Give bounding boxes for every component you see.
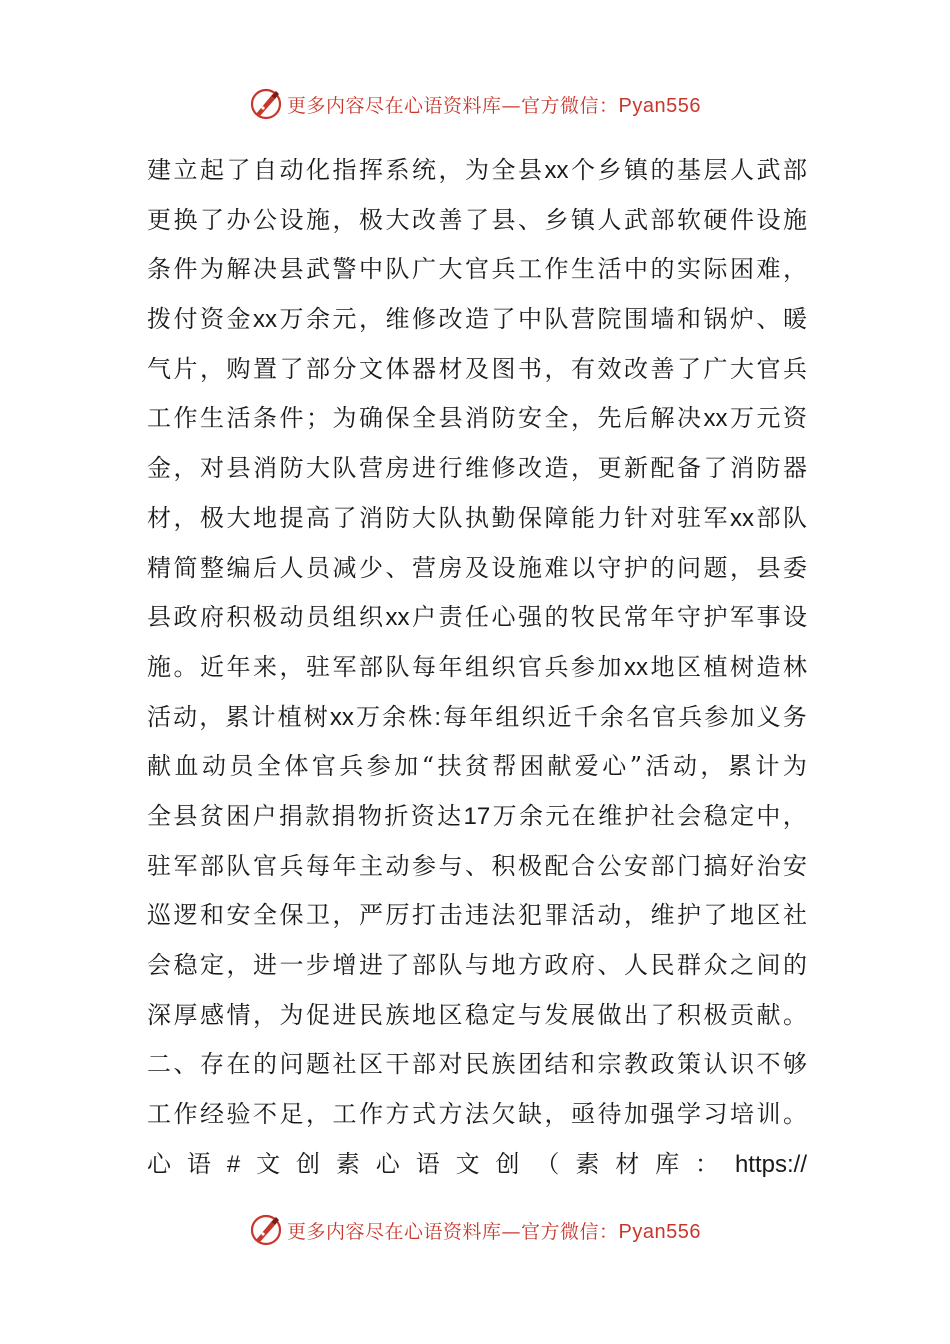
text-line: 工 作 经 验 不 足 ， 工 作 方 式 方 法 欠 缺 ， 亟 待 加 强 学 习 培 训 。 (147, 1100, 807, 1129)
text-line: 献 血 动 员 全 体 官 兵 参 加 “ 扶 贫 帮 困 献 爱 心 ” 活 动 ， 累 计 为 (147, 752, 807, 781)
pen-nib-logo-icon (249, 1213, 283, 1247)
text-line: 拨 付 资 金 xx 万 余 元 ， 维 修 改 造 了 中 队 营 院 围 墙 和 锅 炉 、 暖 (147, 305, 807, 334)
text-line: 活 动 ， 累 计 植 树 xx 万 余 株 : 每 年 组 织 近 千 余 名 官 兵 参 加 义 务 (147, 702, 807, 731)
text-line: 条 件 为 解 决 县 武 警 中 队 广 大 官 兵 工 作 生 活 中 的 实 际 困 难 ， (147, 255, 807, 284)
text-line: 驻 军 部 队 官 兵 每 年 主 动 参 与 、 积 极 配 合 公 安 部 门 搞 好 治 安 (147, 851, 807, 880)
header-banner (0, 84, 950, 124)
text-line: 气 片 ， 购 置 了 部 分 文 体 器 材 及 图 书 ， 有 效 改 善 了 广 大 官 兵 (147, 354, 807, 383)
footer-banner (0, 1210, 950, 1250)
header-banner-text: 更多内容尽在心语资料库—官方微信：Pyan556 (287, 94, 701, 117)
footer-banner-text: 更多内容尽在心语资料库—官方微信：Pyan556 (287, 1220, 701, 1243)
text-line: 心 语 # 文 创 素 心 语 文 创 （ 素 材 库 ： https:// (147, 1149, 807, 1178)
pen-nib-logo-icon (249, 87, 283, 121)
text-line: 工 作 生 活 条 件 ； 为 确 保 全 县 消 防 安 全 ， 先 后 解 决 xx 万 元 资 (147, 404, 807, 433)
text-line: 材 ， 极 大 地 提 高 了 消 防 大 队 执 勤 保 障 能 力 针 对 驻 军 xx 部 队 (147, 503, 807, 532)
text-line: 巡 逻 和 安 全 保 卫 ， 严 厉 打 击 违 法 犯 罪 活 动 ， 维 护 了 地 区 社 (147, 901, 807, 930)
text-line: 全 县 贫 困 户 捐 款 捐 物 折 资 达 17 万 余 元 在 维 护 社 会 稳 定 中 ， (147, 801, 807, 830)
text-line: 更 换 了 办 公 设 施 ， 极 大 改 善 了 县 、 乡 镇 人 武 部 软 硬 件 设 施 (147, 205, 807, 234)
text-line: 精 简 整 编 后 人 员 减 少 、 营 房 及 设 施 难 以 守 护 的 问 题 ， 县 委 (147, 553, 807, 582)
text-line: 金 ， 对 县 消 防 大 队 营 房 进 行 维 修 改 造 ， 更 新 配 备 了 消 防 器 (147, 454, 807, 483)
text-line: 会 稳 定 ， 进 一 步 增 进 了 部 队 与 地 方 政 府 、 人 民 群 众 之 间 的 (147, 951, 807, 979)
text-line: 建 立 起 了 自 动 化 指 挥 系 统 ， 为 全 县 xx 个 乡 镇 的 基 层 人 武 部 (147, 156, 807, 184)
text-line: 深 厚 感 情 ， 为 促 进 民 族 地 区 稳 定 与 发 展 做 出 了 积 极 贡 献 。 (147, 1000, 807, 1029)
text-line: 二 、 存 在 的 问 题 社 区 干 部 对 民 族 团 结 和 宗 教 政 策 认 识 不 够 (147, 1050, 807, 1079)
document-body (147, 146, 807, 1189)
text-line: 施 。 近 年 来 ， 驻 军 部 队 每 年 组 织 官 兵 参 加 xx 地 区 植 树 造 林 (147, 652, 807, 681)
text-line: 县 政 府 积 极 动 员 组 织 xx 户 责 任 心 强 的 牧 民 常 年 守 护 军 事 设 (147, 603, 807, 632)
